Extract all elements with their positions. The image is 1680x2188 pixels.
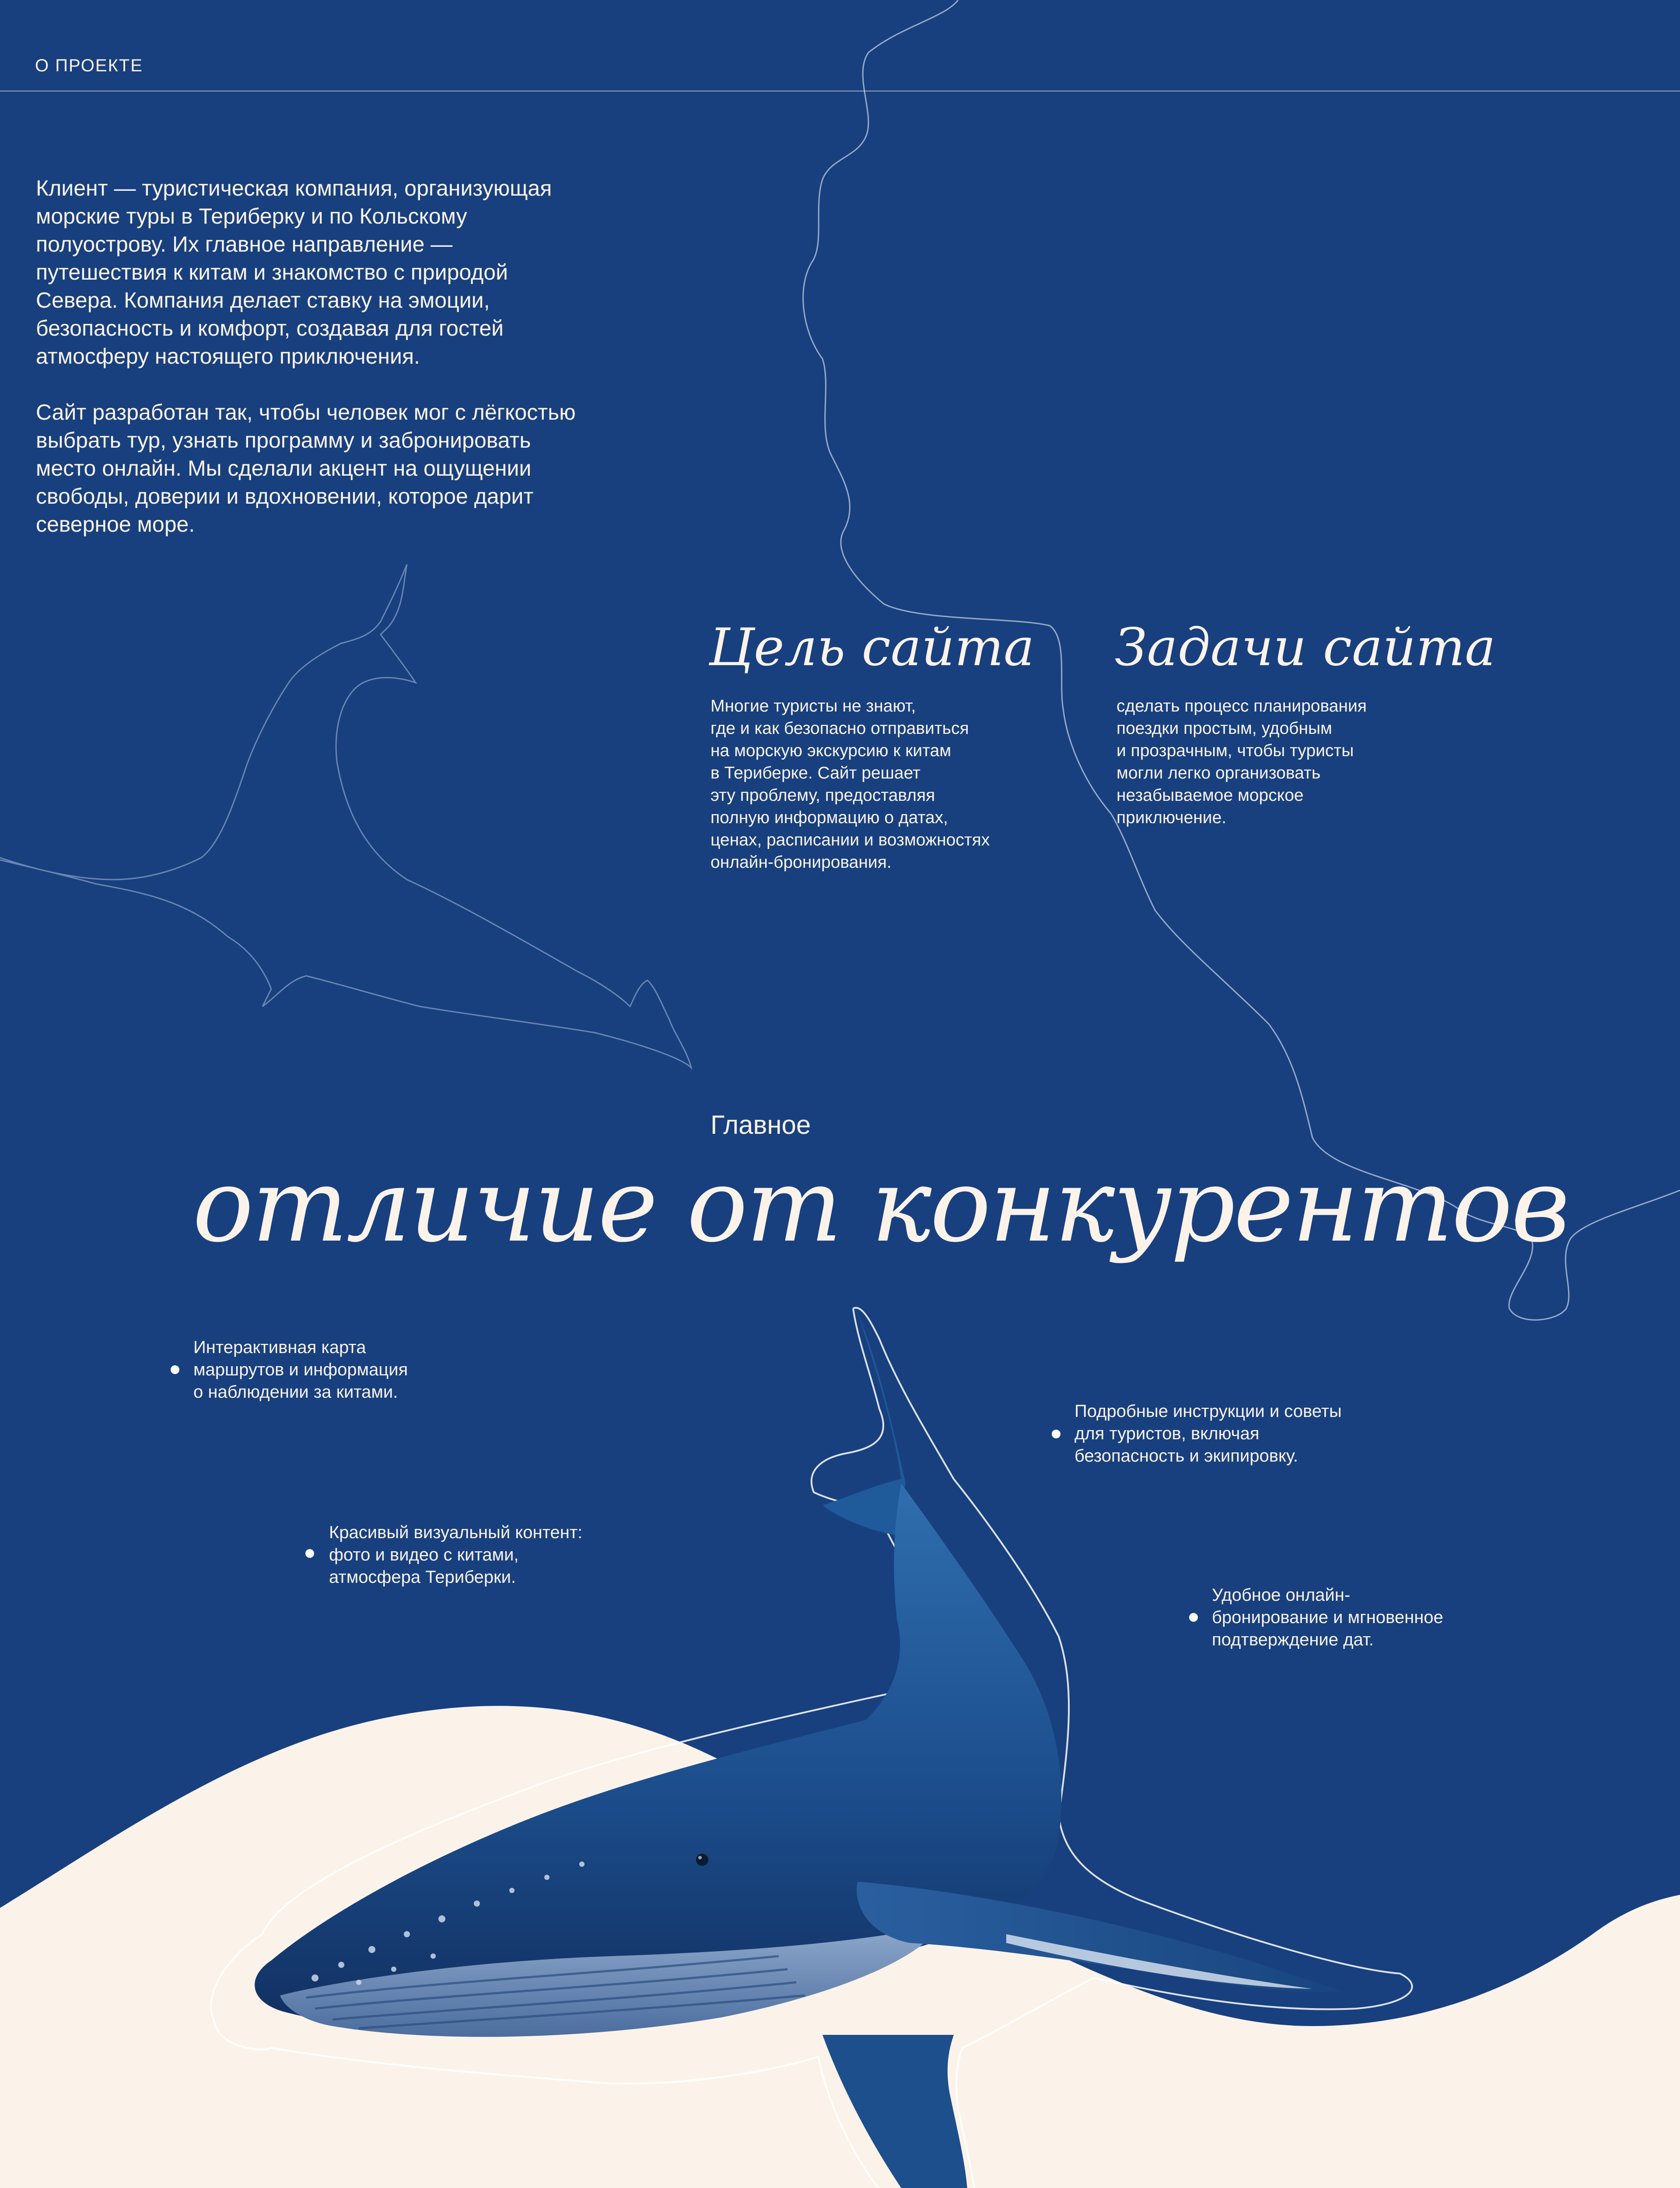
intro-paragraph-2 — [36, 398, 718, 538]
intro-line: путешествия к китам и знакомство с природой — [36, 260, 508, 284]
feature-item-instructions — [1074, 1400, 1468, 1467]
feature-line: для туристов, включая — [1074, 1424, 1260, 1443]
goal-line: ценах, расписании и возможностях — [710, 831, 990, 849]
intro-line: свободы, доверии и вдохновении, которое дарит — [36, 484, 534, 508]
feature-line: бронирование и мгновенное — [1212, 1608, 1443, 1627]
tasks-line: незабываемое морское — [1116, 786, 1304, 805]
intro-paragraph-1 — [36, 174, 718, 370]
intro-line: место онлайн. Мы сделали акцент на ощущении — [36, 456, 532, 480]
feature-line: фото и видео с китами, — [329, 1545, 519, 1564]
section-label: О ПРОЕКТЕ — [35, 56, 143, 75]
whale-eye — [696, 1854, 708, 1866]
whale-pectoral-fin — [857, 1882, 1343, 1992]
feature-line: Интерактивная карта — [193, 1338, 366, 1357]
feature-item-visual — [329, 1522, 723, 1588]
goal-line: онлайн-бронирования. — [710, 853, 892, 872]
intro-line: атмосферу настоящего приключения. — [36, 344, 420, 368]
bullet-dot-icon — [1189, 1613, 1198, 1622]
feature-line: Подробные инструкции и советы — [1074, 1402, 1342, 1421]
intro-line: Клиент — туристическая компания, организующая — [36, 176, 552, 200]
tasks-title: Задачи сайта — [1115, 617, 1496, 677]
intro-line: морские туры в Териберку и по Кольскому — [36, 204, 467, 228]
tasks-line: и прозрачным, чтобы туристы — [1116, 741, 1354, 760]
goal-line: в Териберке. Сайт решает — [710, 764, 920, 782]
whale-tail — [822, 1313, 906, 1536]
feature-line: атмосфера Териберки. — [329, 1567, 516, 1587]
goal-line: на морскую экскурсию к китам — [710, 741, 952, 760]
tasks-line: могли легко организовать — [1116, 764, 1321, 782]
goal-title: Цель сайта — [709, 617, 1035, 677]
goal-line: где и как безопасно отправиться — [710, 719, 969, 738]
difference-kicker: Главное — [710, 1110, 811, 1140]
feature-item-booking — [1212, 1584, 1606, 1651]
whale-lower-flipper — [822, 2035, 968, 2188]
bullet-dot-icon — [1052, 1430, 1060, 1438]
bullet-dot-icon — [305, 1549, 314, 1558]
feature-line: маршрутов и информация — [193, 1360, 408, 1379]
feature-line: безопасность и экипировку. — [1074, 1446, 1298, 1466]
tasks-line: поездки простым, удобным — [1116, 719, 1332, 738]
feature-item-map — [193, 1336, 543, 1403]
intro-line: Севера. Компания делает ставку на эмоции, — [36, 288, 490, 312]
intro-line: Сайт разработан так, чтобы человек мог с лёгкостью — [36, 400, 576, 424]
intro-line: выбрать тур, узнать программу и забронировать — [36, 428, 531, 452]
feature-line: о наблюдении за китами. — [193, 1382, 398, 1402]
tasks-line: приключение. — [1116, 808, 1227, 827]
goal-text — [710, 695, 1104, 873]
intro-line: полуострову. Их главное направление — — [36, 232, 453, 256]
goal-line: Многие туристы не знают, — [710, 697, 916, 715]
difference-title: отличие от конкурентов — [192, 1147, 1568, 1265]
feature-line: Красивый визуальный контент: — [329, 1523, 583, 1542]
feature-line: Удобное онлайн- — [1212, 1585, 1351, 1605]
tasks-line: сделать процесс планирования — [1116, 697, 1367, 715]
feature-line: подтверждение дат. — [1212, 1630, 1374, 1649]
intro-line: северное море. — [36, 512, 195, 536]
bullet-dot-icon — [171, 1365, 179, 1374]
goal-line: эту проблему, предоставляя — [710, 786, 935, 805]
tasks-text — [1116, 695, 1510, 829]
goal-line: полную информацию о датах, — [710, 808, 948, 827]
intro-line: безопасность и комфорт, создавая для гостей — [36, 316, 504, 340]
